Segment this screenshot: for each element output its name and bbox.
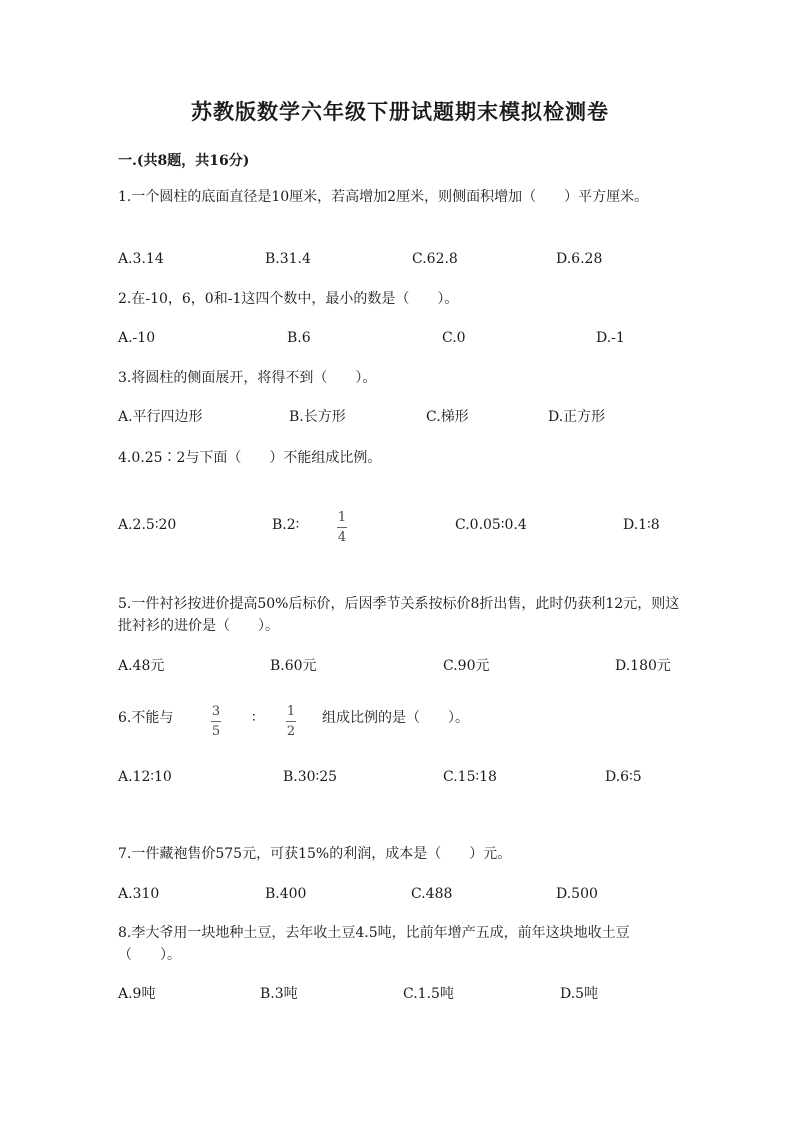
option-c[interactable]: C.15∶18 [443, 769, 497, 785]
option-b[interactable]: B.2∶ [272, 517, 300, 533]
option-d[interactable]: D.180元 [615, 658, 671, 674]
question-stem: 7.一件藏袍售价575元，可获15%的利润，成本是（ ）元。 [118, 846, 512, 862]
option-a[interactable]: A.-10 [118, 330, 156, 346]
option-b[interactable]: B.长方形 [289, 409, 346, 425]
question-stem: 8.李大爷用一块地种土豆，去年收土豆4.5吨，比前年增产五成，前年这块地收土豆（ ）。 [118, 925, 630, 963]
fraction-bar [337, 527, 347, 528]
option-d[interactable]: D.6.28 [556, 251, 603, 267]
option-b[interactable]: B.31.4 [265, 251, 311, 267]
fraction-denominator: 5 [211, 724, 221, 739]
fraction-bar [211, 721, 221, 722]
option-d[interactable]: D.正方形 [548, 409, 606, 425]
option-d[interactable]: D.-1 [596, 330, 625, 346]
option-b[interactable]: B.3吨 [260, 986, 298, 1002]
option-c[interactable]: C.488 [411, 886, 453, 902]
ratio-colon: ∶ [252, 710, 256, 726]
option-b[interactable]: B.60元 [270, 658, 317, 674]
option-b[interactable]: B.400 [265, 886, 307, 902]
fraction-one-half [286, 704, 296, 739]
option-d[interactable]: D.500 [556, 886, 598, 902]
question-stem: 2.在-10，6，0和-1这四个数中，最小的数是（ ）。 [118, 291, 459, 307]
option-a[interactable]: A.48元 [118, 658, 165, 674]
option-c[interactable]: C.1.5吨 [403, 986, 454, 1002]
option-a[interactable]: A.3.14 [118, 251, 164, 267]
question-stem-suffix: 组成比例的是（ ）。 [322, 710, 469, 726]
option-a[interactable]: A.310 [118, 886, 160, 902]
option-b[interactable]: B.6 [287, 330, 311, 346]
fraction-denominator: 4 [337, 530, 347, 545]
option-b[interactable]: B.30∶25 [283, 769, 338, 785]
page-title: 苏教版数学六年级下册试题期末模拟检测卷 [191, 99, 609, 124]
fraction-numerator: 3 [211, 704, 221, 719]
option-a[interactable]: A.2.5∶20 [118, 517, 177, 533]
fraction-numerator: 1 [337, 510, 347, 525]
option-c[interactable]: C.90元 [443, 658, 490, 674]
option-d[interactable]: D.5吨 [560, 986, 599, 1002]
option-c[interactable]: C.62.8 [412, 251, 458, 267]
fraction-three-fifths [211, 704, 221, 739]
option-c[interactable]: C.0 [442, 330, 466, 346]
option-c[interactable]: C.梯形 [426, 409, 469, 425]
question-stem: 5.一件衬衫按进价提高50%后标价，后因季节关系按标价8折出售，此时仍获利12元，则这批衬衫的进价是（ ）。 [118, 596, 680, 634]
question-stem: 4.0.25∶2与下面（ ）不能组成比例。 [118, 450, 382, 466]
fraction-denominator: 2 [286, 724, 296, 739]
option-d[interactable]: D.6∶5 [605, 769, 642, 785]
fraction-numerator: 1 [286, 704, 296, 719]
option-d[interactable]: D.1∶8 [623, 517, 660, 533]
section-title: 一.(共8题，共16分) [118, 153, 250, 169]
option-a[interactable]: A.9吨 [118, 986, 156, 1002]
fraction-one-quarter [337, 510, 347, 545]
option-c[interactable]: C.0.05∶0.4 [455, 517, 527, 533]
option-a[interactable]: A.12∶10 [118, 769, 172, 785]
question-stem-prefix: 6.不能与 [118, 710, 174, 726]
fraction-bar [286, 721, 296, 722]
question-stem: 3.将圆柱的侧面展开，将得不到（ ）。 [118, 370, 377, 386]
option-a[interactable]: A.平行四边形 [118, 409, 203, 425]
question-stem: 1.一个圆柱的底面直径是10厘米，若高增加2厘米，则侧面积增加（ ）平方厘米。 [118, 189, 649, 205]
